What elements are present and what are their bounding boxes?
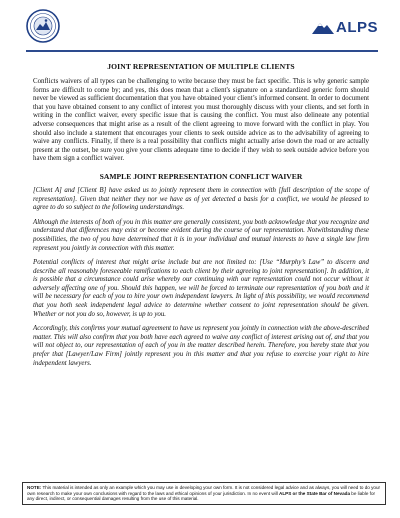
page-title: JOINT REPRESENTATION OF MULTIPLE CLIENTS (107, 62, 295, 71)
disclaimer-note (22, 482, 386, 505)
waiver-paragraph-3: Potential conflicts of interest that might arise include but are not limited to: [Use “Murphy’s Law” to discern and describe all reasonably foreseeable ramifications to each client by their agreeing to joint representation]. In addition, it is possible that a circumstance could arise whereby our continuing with our representation could not occur without it adversely affecting one of you. Should this happen, we will be forced to terminate our representation of you both and it will be necessary for each of you to hire your own independent lawyers. In light of this possibility, we would recommend that you both seek independent legal advice to determine whether consent to joint representation should be given. Whether or not you do so, however, is up to you. (33, 259, 369, 318)
logo-text: ALPS (335, 18, 378, 36)
sample-title: SAMPLE JOINT REPRESENTATION CONFLICT WAIVER (99, 171, 303, 181)
note-bold: ALPS or the State Bar of Nevada (279, 490, 350, 496)
waiver-paragraph-4: Accordingly, this confirms your mutual agreement to have us represent you jointly in connection with the above-described matter. This will also confirm that you both have each agreed to waive any conflict of interest arising out of, and that you will not object to, our representation of each of you in the matter described herein. Therefore, you hereby state that you prefer that [Lawyer/Law Firm] jointly represent you in this matter and that you refuse to exercise your right to hire independent lawyers. (33, 325, 369, 367)
note-text-1: This material is intended as only an example which you may use in developing your own form. It is not considered legal advice and as always, you will need to do your own research to make your own conclusions with regard to the laws and ethical opinions of your jurisdiction. In no event will (27, 485, 381, 496)
note-text-2: be liable for any direct, indirect, or consequential damages resulting from the use of this material. (27, 490, 376, 502)
mountain-icon (312, 20, 334, 34)
waiver-paragraph-1: [Client A] and [Client B] have asked us to jointly represent them in connection with [full description of the scope of representation]. Given that neither they nor we have as of yet detected a basis for a conflict, we would be pleased to agree to do so subject to the following understandings. (33, 186, 369, 212)
alps-logo (312, 14, 378, 40)
header-divider (26, 50, 378, 52)
intro-paragraph: Conflicts waivers of all types can be challenging to write because they must be fact specific. This is why generic sample forms are difficult to come by; and yes, this does mean that a client's signature on a standardized generic form should never be viewed as sufficient documentation that you have obtained your client’s informed consent. In order to document that you have obtained consent to any conflict of interest you must thoroughly discuss with your clients, and set forth in writing in the conflict waiver, every specific issue that is causing the conflict. You must also delineate any potential adverse consequences that might arise as a result of the client agreeing to move forward with the conflict in play. You should also include a statement that encourages your clients to seek outside advice as to the advisability of agreeing to waive any conflicts. Finally, if there is a real possibility that conflicts might actually arise down the road or are actually present at the outset, be sure you give your clients adequate time to decide if they wish to seek outside advice before you have them sign a conflict waiver. (33, 78, 369, 163)
state-bar-seal-icon (26, 9, 60, 43)
waiver-paragraph-2: Although the interests of both of you in this matter are generally consistent, you both acknowledge that you recognize and understand that differences may exist or become evident during the course of our representation. Notwithstanding these possibilities, the two of you have determined that it is in your individual and mutual interests to have a single law firm represent you jointly in connection with this matter. (33, 218, 369, 252)
document-body (33, 62, 369, 374)
note-label: NOTE: (27, 485, 42, 490)
